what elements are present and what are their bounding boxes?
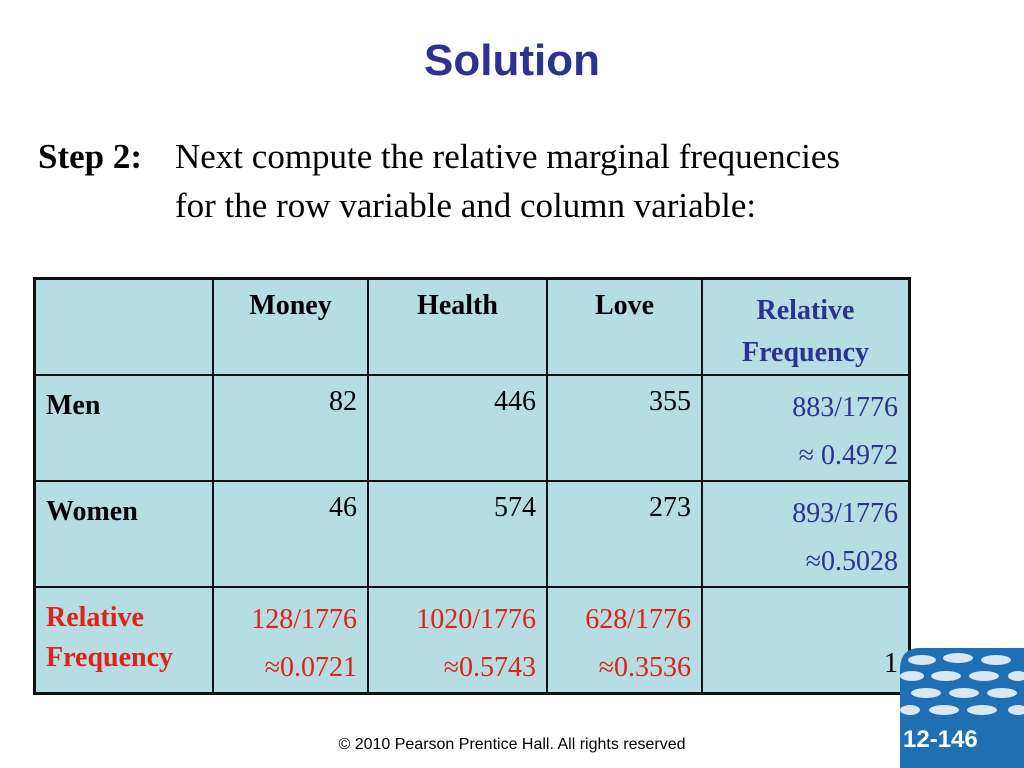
row-label-men: Men — [35, 375, 214, 481]
cell-women-relative-frequency — [702, 481, 910, 587]
women-rf-decimal: ≈0.5028 — [805, 546, 898, 577]
table-corner-cell — [35, 279, 214, 376]
rf-total-value: 1 — [884, 648, 898, 679]
header-rf-line-1: Relative — [756, 295, 855, 326]
table-header-row — [35, 279, 910, 376]
women-rf-fraction: 893/1776 — [792, 498, 898, 529]
step-label: Step 2: — [38, 137, 143, 176]
contingency-table — [33, 277, 911, 695]
cell-men-relative-frequency — [702, 375, 910, 481]
cell-rf-money — [213, 587, 368, 694]
cell-rf-total — [702, 587, 910, 694]
rf-label-line-2: Frequency — [46, 642, 174, 673]
cell-men-health: 446 — [368, 375, 547, 481]
cell-rf-love — [547, 587, 702, 694]
table-row — [35, 481, 910, 587]
cell-rf-health — [368, 587, 547, 694]
rf-money-decimal: ≈0.0721 — [264, 652, 357, 683]
slide-title: Solution — [424, 36, 600, 85]
cell-women-health: 574 — [368, 481, 547, 587]
step-text-line-2: for the row variable and column variable: — [175, 186, 757, 225]
copyright-footer: © 2010 Pearson Prentice Hall. All rights reserved — [338, 736, 686, 753]
row-label-relative-frequency — [35, 587, 214, 694]
men-rf-decimal: ≈ 0.4972 — [798, 440, 898, 471]
rf-money-fraction: 128/1776 — [251, 604, 357, 635]
table-row-relative-frequency — [35, 587, 910, 694]
cell-men-money: 82 — [213, 375, 368, 481]
cell-women-money: 46 — [213, 481, 368, 587]
header-relative-frequency — [702, 279, 910, 376]
table-row — [35, 375, 910, 481]
men-rf-fraction: 883/1776 — [792, 392, 898, 423]
cell-women-love: 273 — [547, 481, 702, 587]
rf-label-line-1: Relative — [46, 602, 144, 633]
header-love: Love — [547, 279, 702, 376]
row-label-women: Women — [35, 481, 214, 587]
rf-love-fraction: 628/1776 — [585, 604, 691, 635]
rf-love-decimal: ≈0.3536 — [598, 652, 691, 683]
page-number: 12-146 — [903, 726, 978, 753]
header-rf-line-2: Frequency — [741, 337, 870, 368]
cell-men-love: 355 — [547, 375, 702, 481]
rf-health-fraction: 1020/1776 — [416, 604, 536, 635]
header-health: Health — [368, 279, 547, 376]
step-text-line-1: Next compute the relative marginal frequencies — [175, 137, 841, 176]
header-money: Money — [213, 279, 368, 376]
rf-health-decimal: ≈0.5743 — [443, 652, 536, 683]
